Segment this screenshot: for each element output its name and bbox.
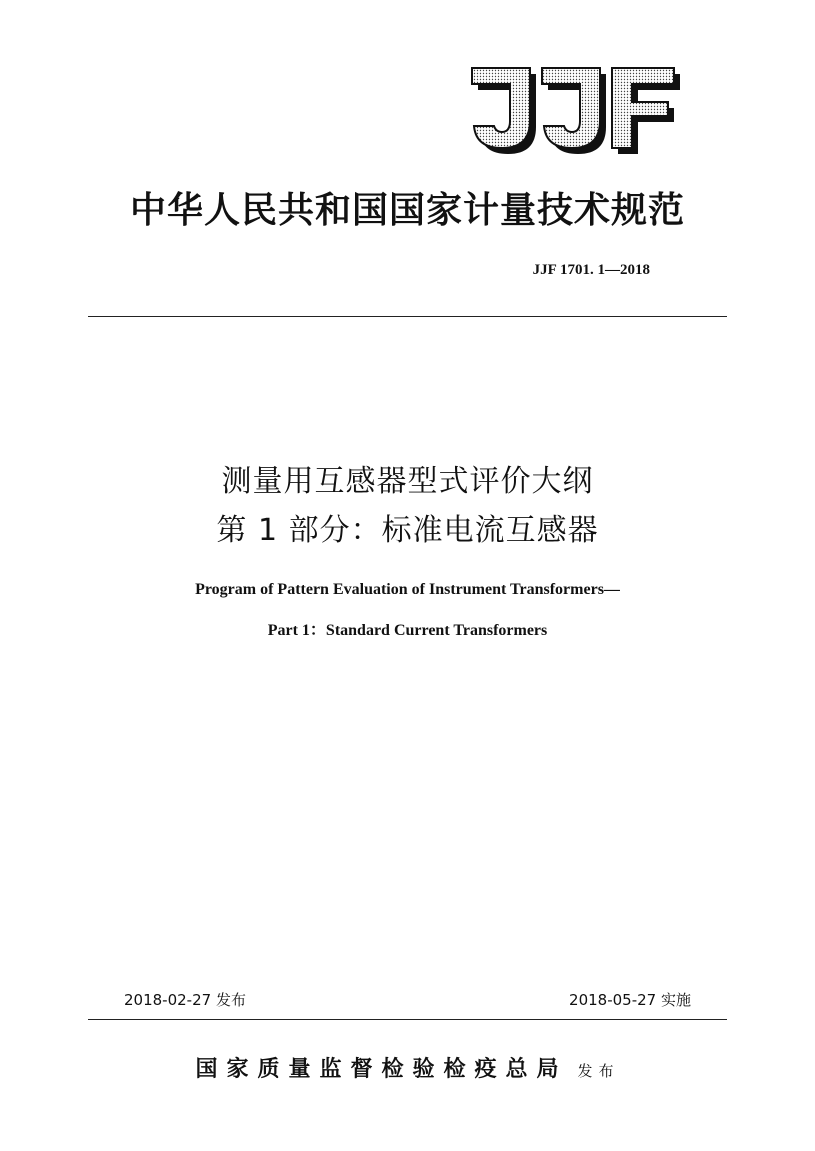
divider-top	[88, 316, 727, 317]
series-title: 中华人民共和国国家计量技术规范	[129, 189, 685, 231]
divider-bottom	[88, 1019, 727, 1020]
jjf-logo	[470, 66, 685, 156]
implementation-date: 2018-05-27 实施	[569, 991, 691, 1009]
title-cn-line1: 测量用互感器型式评价大纲	[221, 464, 594, 499]
title-cn-line2: 第 1 部分：标准电流互感器	[216, 513, 599, 548]
issue-date: 2018-02-27 发布	[124, 991, 246, 1009]
issuer-action: 发布	[577, 1062, 620, 1080]
title-en-line2: Part 1：Standard Current Transformers	[267, 622, 548, 639]
issuer-name: 国家质量监督检验检疫总局	[195, 1056, 568, 1082]
issuer	[0, 1052, 815, 1083]
title-en-line1: Program of Pattern Evaluation of Instrument Transformers—	[195, 581, 620, 598]
standard-number: JJF 1701. 1—2018	[532, 262, 650, 278]
